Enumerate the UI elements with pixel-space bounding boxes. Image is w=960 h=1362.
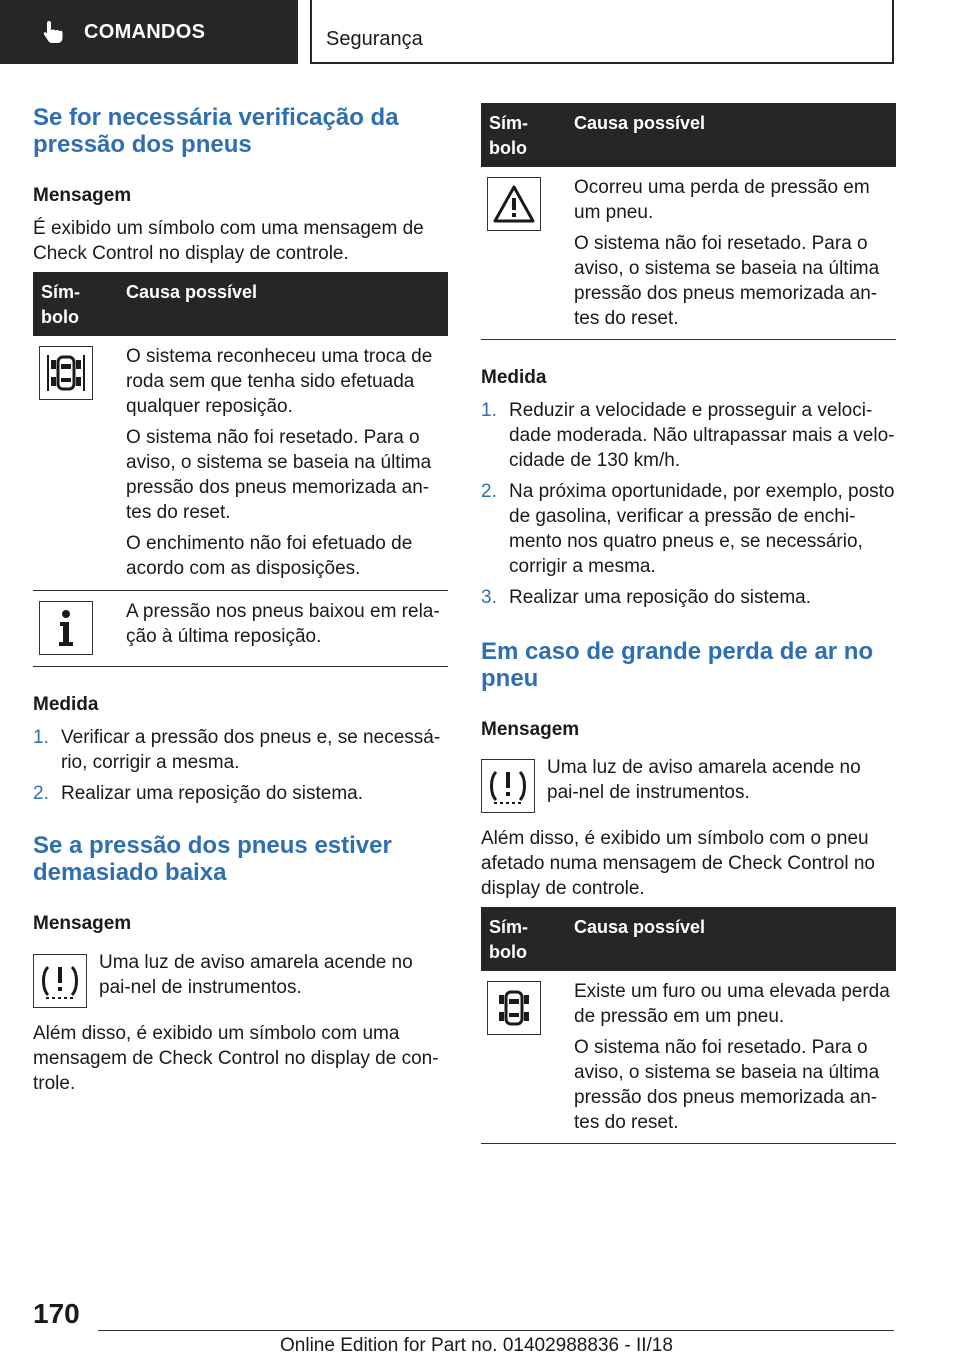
cause-text: Existe um furo ou uma elevada perda de pressão em um pneu. [574,981,890,1027]
message-text: Além disso, é exibido um símbolo com o pneu afetado numa mensagem de Check Control no display de controle. [481,828,875,899]
symbol-table-1 [33,272,448,667]
list-item: 2. Realizar uma reposição do sistema. [33,783,364,804]
hand-pointer-icon [40,19,66,45]
table-row [481,167,896,340]
cause-text: O enchimento não foi efetuado de acordo com as disposições. [126,533,413,579]
warning-triangle-icon [487,177,541,231]
footer-divider [98,1330,894,1331]
warning-text: Uma luz de aviso amarela acende no pai-nel de instrumentos. [99,952,413,998]
edition-text: Online Edition for Part no. 01402988836 - II/18 [280,1335,673,1356]
section-title: COMANDOS [84,20,206,43]
symbol-table-2 [481,103,896,340]
table-row [481,971,896,1144]
cause-text: O sistema reconheceu uma troca de roda sem que tenha sido efetuada qualquer reposição. [126,346,433,417]
table-row [33,591,448,667]
column-symbol: Sím-bolo [41,282,81,327]
column-symbol: Sím-bolo [489,917,529,962]
table-header [33,272,448,336]
cause-text: O sistema não foi resetado. Para o aviso, o sistema se baseia na última pressão dos pneus memorizada an-tes do reset. [574,233,880,329]
column-cause: Causa possível [574,917,706,937]
tyre-warning-icon [33,954,87,1008]
column-symbol: Sím-bolo [489,113,529,158]
message-text: Além disso, é exibido um símbolo com uma mensagem de Check Control no display de con-trole. [33,1023,439,1094]
list-item: 3. Realizar uma reposição do sistema. [481,587,812,608]
subheading-measure: Medida [33,694,99,715]
cause-text: Ocorreu uma perda de pressão em um pneu. [574,177,870,223]
cause-text: O sistema não foi resetado. Para o aviso, o sistema se baseia na última pressão dos pneus memorizada an-tes do reset. [126,427,432,523]
table-row [33,336,448,591]
measure-steps [33,725,448,812]
list-item: 2. Na próxima oportunidade, por exemplo, posto de gasolina, verificar a pressão de enchi-mento nos quatro pneus e, se necessário, corrigir a mesma. [481,481,895,577]
info-icon [39,601,93,655]
car-flat-tyre-icon [487,981,541,1035]
page-number: 170 [33,1298,80,1329]
car-tyre-icon [39,346,93,400]
column-cause: Causa possível [574,113,706,133]
table-header [481,103,896,167]
subheading-message: Mensagem [481,719,580,740]
heading-air-loss: Em caso de grande perda de ar no pneu [481,638,874,692]
heading-low-pressure: Se a pressão dos pneus estiver demasiado baixa [33,832,392,886]
subheading-measure: Medida [481,367,547,388]
section-tab [0,0,298,64]
list-item: 1. Verificar a pressão dos pneus e, se necessá-rio, corrigir a mesma. [33,727,441,773]
cause-text: A pressão nos pneus baixou em rela-ção à última reposição. [126,601,440,647]
cause-text: O sistema não foi resetado. Para o aviso, o sistema se baseia na última pressão dos pneus memorizada an-tes do reset. [574,1037,880,1133]
chapter-tab [310,0,894,64]
column-cause: Causa possível [126,282,258,302]
tyre-warning-icon [481,759,535,813]
subheading-message: Mensagem [33,913,132,934]
chapter-title: Segurança [326,28,423,50]
warning-text: Uma luz de aviso amarela acende no pai-nel de instrumentos. [547,757,861,803]
heading-check-pressure: Se for necessária verificação da pressão dos pneus [33,104,399,158]
table-header [481,907,896,971]
symbol-table-3 [481,907,896,1144]
measure-steps [481,398,896,616]
message-text: É exibido um símbolo com uma mensagem de Check Control no display de controle. [33,218,424,264]
subheading-message: Mensagem [33,185,132,206]
list-item: 1. Reduzir a velocidade e prosseguir a veloci-dade moderada. Não ultrapassar mais a velo-cidade de 130 km/h. [481,400,895,471]
